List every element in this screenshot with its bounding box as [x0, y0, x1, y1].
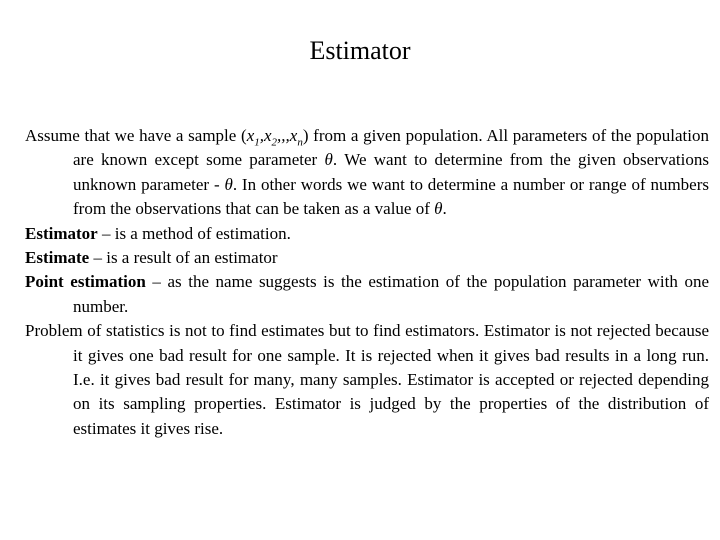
paragraph-estimate-definition: [25, 246, 709, 270]
text-segment: Assume that we have a sample (: [25, 126, 247, 145]
subscript-n: n: [297, 136, 303, 149]
subscript-1: 1: [254, 136, 260, 149]
theta-symbol: θ: [324, 150, 333, 170]
definition-text: – is a result of an estimator: [89, 248, 278, 268]
variable-x: x: [246, 126, 255, 145]
variable-x: x: [263, 126, 272, 145]
separator: ,,,: [277, 126, 290, 145]
variable-x: x: [289, 126, 298, 145]
definition-text: – is a method of estimation.: [97, 223, 291, 243]
theta-symbol: θ: [224, 174, 233, 194]
paragraph-estimator-definition: [25, 222, 709, 246]
sample-notation: $x_1,x_2,,,x_n$: [246, 126, 303, 149]
definition-text: – as the name suggests is the estimation of the population parameter with one number.: [73, 272, 709, 316]
slide-body: [25, 124, 709, 441]
term-estimate: Estimate: [25, 248, 90, 268]
text-segment: ) from a given population. All parameters of the population are known except some parameter: [73, 126, 710, 170]
paragraph-assumption: [25, 124, 709, 222]
text-segment: .: [442, 199, 447, 219]
slide-title: Estimator: [309, 36, 411, 65]
theta-symbol: θ: [434, 199, 443, 219]
term-estimator: Estimator: [25, 223, 98, 243]
paragraph-problem-of-statistics: Problem of statistics is not to find estimates but to find estimators. Estimator is not rejected because it gives one bad result for one sample. It is rejected when it gives bad results in a long run. I.e. it gives bad result for many, many samples. Estimator is accepted or rejected depending on its sampling properties. Estimator is judged by the properties of the distribution of estimates it gives rise.: [25, 321, 709, 438]
subscript-2: 2: [271, 136, 278, 149]
paragraph-point-estimation: [25, 270, 709, 319]
text-segment: . We want to determine from the given observations unknown parameter -: [73, 150, 709, 194]
term-point-estimation: Point estimation: [25, 272, 146, 292]
text-segment: . In other words we want to determine a number or range of numbers from the observations that can be taken as a value of: [73, 174, 710, 219]
